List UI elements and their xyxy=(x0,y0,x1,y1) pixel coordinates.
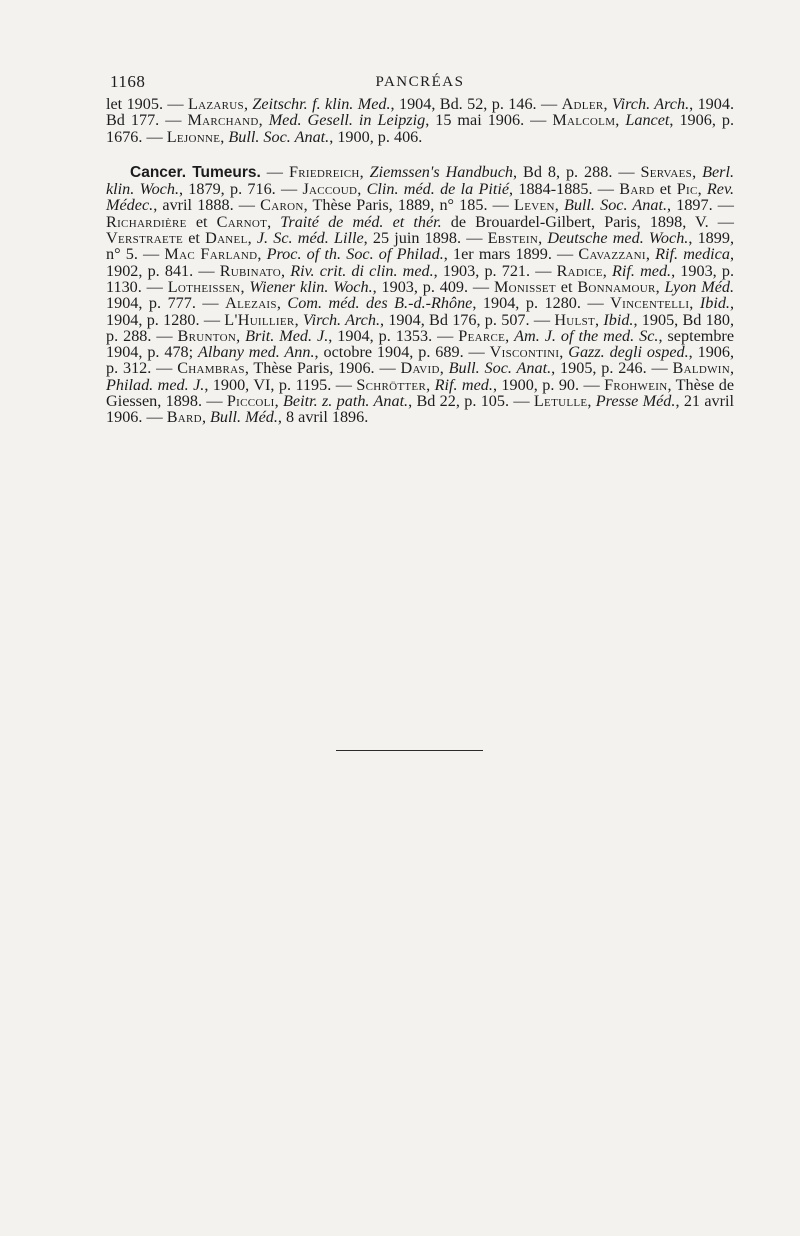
text-run: , xyxy=(697,180,707,199)
text-run: , 1884-1885. — xyxy=(509,180,620,199)
text-run: , 1904, Bd 176, p. 507. — xyxy=(380,310,555,329)
author-name: Lejonne xyxy=(166,127,221,146)
text-run: , xyxy=(201,408,211,427)
journal-title: Traité de méd. et thér. xyxy=(280,212,442,231)
journal-title: Lyon Méd. xyxy=(664,277,735,296)
journal-title: Med. Gesell. in Leipzig xyxy=(268,111,426,130)
journal-title: Gazz. degli osped. xyxy=(568,343,689,362)
text-run: , 1904, Bd. 52, p. 146. — xyxy=(390,95,562,113)
text-run: , xyxy=(236,326,246,345)
journal-title: Rev. Médec. xyxy=(106,180,735,215)
text-run: , 1904, p. 1353. — xyxy=(328,326,459,345)
author-name: Chambras xyxy=(177,359,245,378)
author-name: Hulst xyxy=(554,310,596,329)
text-run: , Bd 22, p. 105. — xyxy=(408,392,534,411)
text-run: , 1879, p. 716. — xyxy=(179,180,303,199)
text-run: , 1904, p. 1280. — xyxy=(106,294,735,329)
text-run: , xyxy=(357,180,367,199)
author-name: Jaccoud xyxy=(302,180,358,199)
text-run: , xyxy=(359,162,370,181)
text-run: , xyxy=(595,310,604,329)
journal-title: Virch. Arch. xyxy=(611,95,690,113)
text-run: et xyxy=(654,180,677,199)
text-run: , xyxy=(280,261,291,280)
text-run: , 1er mars 1899. — xyxy=(443,245,579,264)
text-run: , xyxy=(220,127,229,146)
section-heading: Cancer. Tumeurs. xyxy=(130,163,261,181)
text-run: , 1903, p. 409. — xyxy=(372,277,494,296)
text-run: , xyxy=(655,277,665,296)
running-title: PANCRÉAS xyxy=(375,74,465,90)
text-run: , Thèse de Giessen, 1898. — xyxy=(106,375,735,411)
journal-title: Am. J. of the med. Sc. xyxy=(514,326,659,345)
text-run: , 1906, p. 1676. — xyxy=(106,111,735,146)
author-name: Danel xyxy=(205,229,248,248)
author-name: Piccoli xyxy=(226,392,275,411)
text-run: , 1903, p. 1130. — xyxy=(106,261,735,296)
author-name: Viscontini xyxy=(489,343,560,362)
author-name: Servaes xyxy=(640,162,693,181)
journal-title: Virch. Arch. xyxy=(302,310,380,329)
section-end-rule xyxy=(336,750,483,751)
journal-title: Ibid. xyxy=(699,294,730,313)
text-run: , 1900, p. 406. xyxy=(329,127,423,146)
author-name: Caron xyxy=(260,196,304,215)
text-run: , 25 juin 1898. — xyxy=(363,229,488,248)
text-run: , xyxy=(439,359,449,378)
journal-title: Lancet xyxy=(625,111,670,130)
author-name: Mac Farland xyxy=(164,245,258,264)
author-name: Frohwein xyxy=(604,375,668,394)
text-run: , xyxy=(276,294,288,313)
text-run: , 1900, p. 90. — xyxy=(492,375,605,394)
journal-title: Bull. Soc. Anat. xyxy=(563,196,668,215)
text-run: , xyxy=(247,229,257,248)
author-name: Malcolm xyxy=(552,111,616,130)
text-run: , 1897. — xyxy=(667,196,734,215)
bibliography-text xyxy=(106,96,734,426)
text-run: et xyxy=(555,277,578,296)
author-name: Radice xyxy=(556,261,603,280)
text-run: , xyxy=(426,375,435,394)
journal-title: Bull. Soc. Anat. xyxy=(228,127,330,146)
text-run: , 1902, p. 841. — xyxy=(106,245,734,280)
text-run: , Thèse Paris, 1906. — xyxy=(244,359,401,378)
author-name: Friedreich xyxy=(288,162,360,181)
text-run: et xyxy=(183,229,206,248)
text-run: , xyxy=(615,111,626,130)
text-run: , xyxy=(240,277,250,296)
author-name: Schrötter xyxy=(356,375,427,394)
journal-title: Rif. med. xyxy=(612,261,672,280)
text-run: 1904, p. 777. — xyxy=(106,294,226,313)
text-run: , xyxy=(294,310,303,329)
text-run: , xyxy=(602,261,612,280)
author-name: Letulle xyxy=(533,392,588,411)
text-run: , 1906, p. 312. — xyxy=(106,343,735,378)
journal-title: Riv. crit. di clin. med. xyxy=(290,261,434,280)
text-run: , xyxy=(274,392,284,411)
text-run: , xyxy=(267,212,281,231)
author-name: Lazarus xyxy=(187,95,244,113)
author-name: Leven xyxy=(514,196,555,215)
text-run: , xyxy=(587,392,596,411)
author-name: Baldwin xyxy=(672,359,730,378)
paragraph-cancer-tumeurs xyxy=(106,164,734,426)
author-name: Marchand xyxy=(187,111,259,130)
author-name: Monisset xyxy=(493,277,556,296)
author-name: Alezais xyxy=(225,294,277,313)
text-run: , xyxy=(257,245,267,264)
text-run: , xyxy=(258,111,269,130)
text-run: , 1904. Bd 177. — xyxy=(106,95,734,130)
text-run: , xyxy=(692,162,703,181)
text-run: , xyxy=(689,294,700,313)
text-run: , xyxy=(730,359,735,378)
text-run: de Brouardel-Gilbert, Paris, 1898, V. — xyxy=(441,212,734,231)
text-run: , 1900, VI, p. 1195. — xyxy=(204,375,357,394)
author-name: Richardière xyxy=(106,212,187,231)
journal-title: Albany med. Ann. xyxy=(198,343,315,362)
text-run: , 1903, p. 721. — xyxy=(433,261,557,280)
text-run: , Thèse Paris, 1889, n° 185. — xyxy=(303,196,515,215)
journal-title: Rif. med. xyxy=(434,375,493,394)
author-name: Bard xyxy=(619,180,655,199)
text-run: , octobre 1904, p. 689. — xyxy=(314,343,490,362)
author-name: Pic xyxy=(676,180,698,199)
journal-title: Proc. of th. Soc. of Philad. xyxy=(266,245,444,264)
text-run: , xyxy=(645,245,656,264)
journal-title: Berl. klin. Woch. xyxy=(106,162,734,199)
author-name: Adler xyxy=(561,95,604,113)
author-name: David xyxy=(400,359,440,378)
text-run: , xyxy=(243,95,253,113)
text-run: , 1905, p. 246. — xyxy=(551,359,673,378)
paragraph-continuation xyxy=(106,96,734,145)
text-run: , xyxy=(554,196,564,215)
text-run: , xyxy=(603,95,612,113)
journal-title: Ibid. xyxy=(603,310,634,329)
text-run: , 1899, n° 5. — xyxy=(106,229,734,264)
author-name: Carnot xyxy=(216,212,268,231)
journal-title: J. Sc. méd. Lille xyxy=(256,229,364,248)
journal-title: Brit. Med. J. xyxy=(245,326,329,345)
text-run: — xyxy=(260,162,289,181)
journal-title: Bull. Soc. Anat. xyxy=(448,359,552,378)
author-name: Ebstein xyxy=(487,229,539,248)
author-name: Lotheissen xyxy=(167,277,241,296)
text-run: , avril 1888. — xyxy=(153,196,261,215)
author-name: L'Huillier xyxy=(224,310,295,329)
journal-title: Clin. méd. de la Pitié xyxy=(366,180,510,199)
author-name: Bard xyxy=(166,408,202,427)
author-name: Pearce xyxy=(458,326,506,345)
text-run: , 21 avril 1906. — xyxy=(106,392,734,427)
text-run: , xyxy=(538,229,548,248)
author-name: Vincentelli xyxy=(610,294,690,313)
journal-title: Com. méd. des B.-d.-Rhône xyxy=(287,294,473,313)
text-run: , septembre 1904, p. 478; xyxy=(106,326,735,362)
text-run: , 8 avril 1896. xyxy=(277,408,369,427)
journal-title: Zeitschr. f. klin. Med. xyxy=(252,95,391,113)
text-run: , xyxy=(505,326,515,345)
journal-title: Beitr. z. path. Anat. xyxy=(283,392,409,411)
text-run: , Bd 8, p. 288. — xyxy=(513,162,641,181)
journal-title: Deutsche med. Woch. xyxy=(547,229,689,248)
journal-title: Wiener klin. Woch. xyxy=(249,277,373,296)
text-run: et xyxy=(186,212,217,231)
journal-title: Ziemssen's Handbuch xyxy=(369,162,514,181)
journal-title: Philad. med. J. xyxy=(106,375,205,394)
text-run: , 1905, Bd 180, p. 288. — xyxy=(106,310,734,345)
journal-title: Presse Méd. xyxy=(595,392,676,411)
text-run: , 15 mai 1906. — xyxy=(425,111,553,130)
text-run: , xyxy=(559,343,569,362)
text-run: let 1905. — xyxy=(106,95,188,113)
journal-title: Bull. Méd. xyxy=(210,408,278,427)
journal-title: Rif. medica xyxy=(655,245,730,264)
author-name: Rubinato xyxy=(219,261,281,280)
author-name: Cavazzani xyxy=(578,245,646,264)
author-name: Brunton xyxy=(177,326,237,345)
author-name: Bonnamour xyxy=(577,277,656,296)
author-name: Verstraete xyxy=(106,229,184,248)
text-run: , 1904, p. 1280. — xyxy=(472,294,611,313)
page-number: 1168 xyxy=(110,72,146,91)
